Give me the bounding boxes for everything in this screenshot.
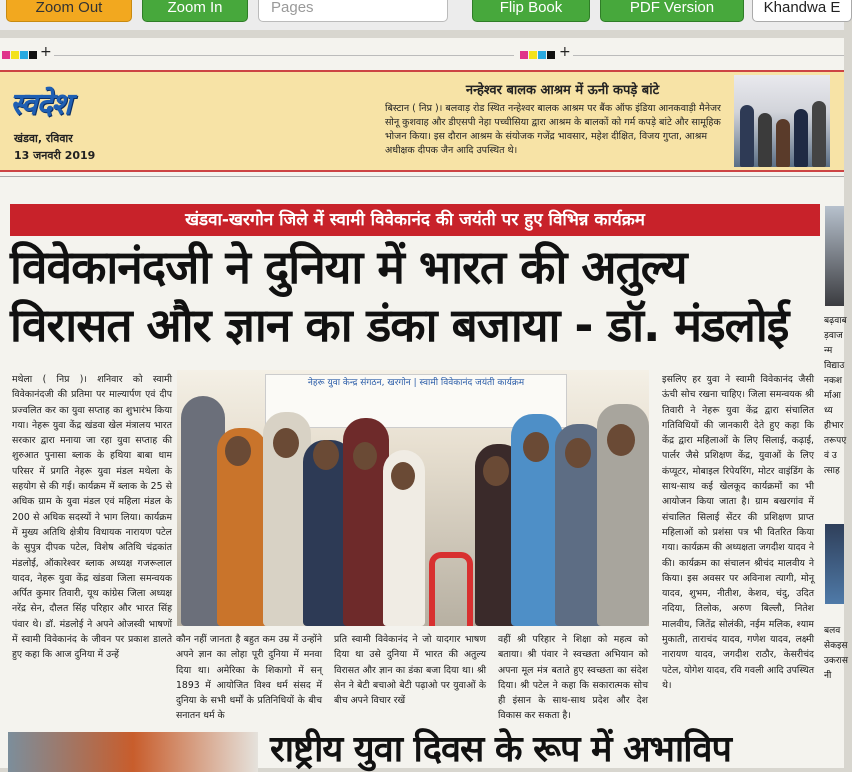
edition-select[interactable]: Khandwa E [752, 0, 852, 22]
article-photo [177, 370, 649, 626]
adjacent-text: बढ़वाबड़वाजन्मविद्याउनकशर्माआध्यहीभारतरूपएवं उत्साह [824, 316, 847, 476]
brief-photo [734, 75, 830, 167]
brief-headline: नन्हेश्वर बालक आश्रम में ऊनी कपड़े बांटे [465, 83, 660, 98]
viewer-toolbar [0, 0, 844, 30]
crop-plus-icon: + [559, 44, 571, 60]
article-column-1: मथेला ( निप्र )। शनिवार को स्वामी विवेकानंदजी की प्रतिमा पर माल्यार्पण एवं दीप प्रज्वलित कर का युवा सप्ताह का शुभारंभ किया गया। नेहरू युवा केंद्र खंडवा खेल मंत्रालय भारत सरकार द्वारा मनाया जा रहा युवा सप्ताह की शुरुआत पुनासा ब्लाक के हथिया बाबा धाम परिसर में प्रगति नेहरू युवा मंडल मथेला के सहयोग से की गई। कार्यक्रम में ब्लाक के 25 से अधिक ग्राम के युवा मंडल एवं महिला मंडल के 200 से अधिक सदस्यों ने भाग लिया। कार्यक्रम में मुख्य अतिथि क्षेत्रीय विधायक नारायण पटेल के सुपुत्र दीपक पटेल, विशेष अतिथि चंद्रकांत मंडलोई, ऑकारेश्वर ब्लाक अध्यक्ष गजरूलाल यादव, नेहरू युवा केंद्र खंडवा जिला समन्वयक अर्पित कुमार तिवारी, यूथ कांग्रेस जिला अध्यक्ष नरेंद्र सेन, दौलत सिंह परिहार और भारत सिंह पंवार थे। डॉ. मंडलोई ने अपने ओजस्वी भाषणों में स्वामी विवेकानंद के जीवन पर प्रकाश डालते हुए कहा कि आज दुनिया में उन्हें [12, 374, 172, 661]
issue-date: 13 जनवरी 2019 [14, 149, 96, 162]
zoom-out-button[interactable]: Zoom Out [6, 0, 132, 22]
pages-select[interactable]: Pages [258, 0, 448, 22]
registration-line [54, 55, 514, 56]
registration-mark [520, 51, 556, 59]
crop-plus-icon: + [40, 44, 52, 60]
adjacent-text-2: बलवसेकइस उकरासनी [824, 626, 848, 681]
pdf-version-button[interactable]: PDF Version [600, 0, 744, 22]
article-column-2: कौन नहीं जानता है बहुत कम उम्र में उन्होंने अपने ज्ञान का लोहा पूरी दुनिया में मनवा दिया था। अमेरिका के शिकागो में सन् 1893 में आयोजित विश्व धर्म संसद में दुनिया के सभी धर्मों के प्रतिनिधियों के बीच सनातन धर्म के [176, 634, 322, 722]
dateline [14, 130, 95, 164]
article-column-5: इसलिए हर युवा ने स्वामी विवेकानंद जैसी ऊंची सोच रखना चाहिए। जिला समन्वयक श्री तिवारी ने नेहरू युवा केंद्र द्वारा संचालित गतिविधियों की जानकारी देते हुए कहा कि केंद्र द्वारा महिलाओं के लिए सिलाई, कढ़ाई, पार्लर जैसे प्रशिक्षण केंद्र, युवाओं के लिए कंप्यूटर, मोबाइल रिपेयरिंग, मोटर वाइंडिंग के साथ-साथ कई खेलकूद कार्यक्रमों का भी आयोजन किया जाता है। ग्राम बखरगांव में संचालित सिलाई सेंटर की प्रशिक्षण प्राप्त महिलाओं को प्रशंसा पत्र भी वितरित किया गया। कार्यक्रम की अध्यक्षता जगदीश यादव ने की। कार्यक्रम का संचालन श्रीचंद मालवीय ने किया। इस अवसर पर अविनाश त्यागी, मोनू यादव, शुभम, नीतीश, केशव, चंदु, उदित नदिया, तिलोक, अरुण बिल्लौ, नितेश मालवीय, जितेंद्र सोलंकी, नईम मलिक, श्याम मुकाती, ताराचंद यादव, गणेश यादव, लक्ष्मी नारायण यादव, जगदीश राठौर, केसरीचंद पटेल, योगेश यादव, रवि गवली आदि उपस्थित थे। [662, 374, 814, 691]
adjacent-photo-2 [825, 524, 844, 604]
photo-banner-text: नेहरू युवा केन्द्र संगठन, खरगोन | स्वामी विवेकानंद जयंती कार्यक्रम [265, 374, 567, 428]
article-column-4: वहीं श्री परिहार ने शिक्षा को महत्व को बताया। श्री पंवार ने स्वच्छता अभियान को अपना मूल मंत्र बताते हुए स्वच्छता का संदेश दिया। श्री पटेल ने कहा कि सकारात्मक सोच ही इंसान के साथ-साथ प्रदेश और देश विकास कर सकता है। [498, 634, 648, 722]
adjacent-photo [825, 206, 844, 306]
article-headline-line2: विरासत और ज्ञान का डंका बजाया - डॉ. मंडलोई [10, 298, 789, 352]
registration-line [573, 55, 844, 56]
newspaper-page [0, 38, 848, 770]
brief-body: बिस्टान ( निप्र )। बलवाड़ रोड स्थित नन्हेश्वर बालक आश्रम पर बैंक ऑफ इंडिया आनकवाड़ी मैनेजर सोनू कुशवाह और डीएसपी नेहा पच्चीसिया द्वारा आश्रम के बालकों को गर्म कपड़े बांटे और सामूहिक भोजन किया। इस दौरान आश्रम के संयोजक गजेंद्र भावसार, महेश दीक्षित, विजय गुप्ता, आश्रम अधीक्षक दीपक जैन आदि उपस्थित थे। [385, 103, 721, 156]
section-divider [0, 176, 844, 177]
city-day: खंडवा, रविवार [14, 132, 73, 145]
zoom-in-button[interactable]: Zoom In [142, 0, 248, 22]
masthead-banner [0, 70, 844, 172]
red-chair [429, 552, 473, 626]
newspaper-logo: स्वदेश [10, 87, 71, 122]
registration-mark [2, 51, 38, 59]
flip-book-button[interactable]: Flip Book [472, 0, 590, 22]
article-headline-line1: विवेकानंदजी ने दुनिया में भारत की अतुल्य [10, 240, 687, 294]
article-kicker: खंडवा-खरगोन जिले में स्वामी विवेकानंद की जयंती पर हुए विभिन्न कार्यक्रम [10, 204, 820, 236]
adjacent-page-strip [822, 204, 848, 768]
bottom-story-headline: राष्ट्रीय युवा दिवस के रूप में अभाविप [270, 729, 732, 770]
article-column-3: प्रति स्वामी विवेकानंद ने जो यादगार भाषण दिया था उसे दुनिया में भारत की अतुल्य विरासत और ज्ञान का डंका बजा दिया था। श्री सेन ने बेटी बचाओ बेटी पढ़ाओ पर युवाओं के बीच अपने विचार रखें [334, 634, 486, 707]
bottom-story-photo [8, 732, 258, 772]
